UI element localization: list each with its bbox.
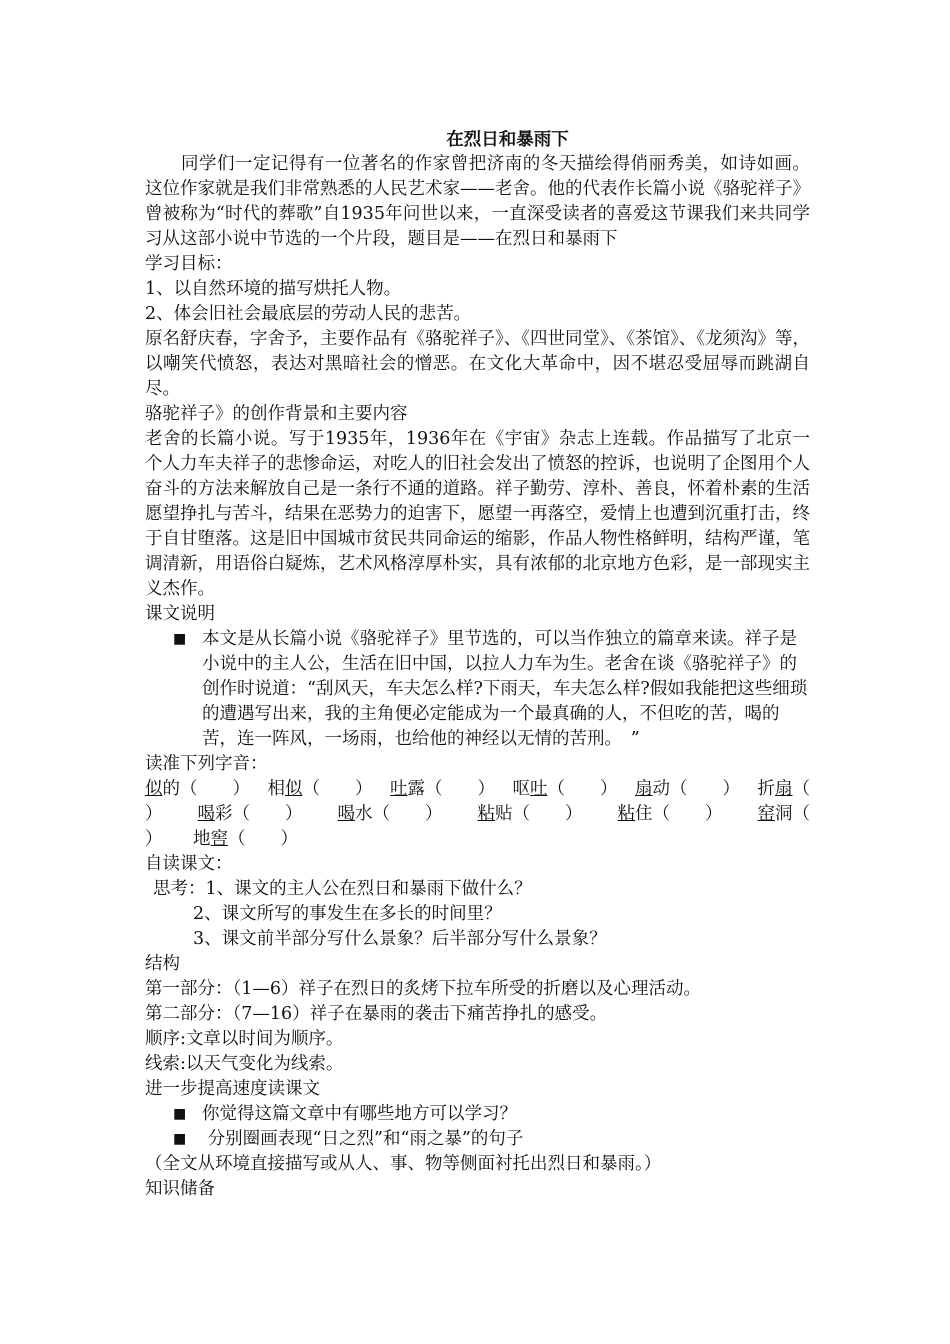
structure-order: 顺序:文章以时间为顺序。 <box>145 1029 344 1049</box>
structure-part-2: 第二部分：（7—16）祥子在暴雨的袭击下痛苦挣扎的感受。 <box>145 1004 608 1024</box>
structure-clue: 线索:以天气变化为线索。 <box>145 1054 344 1074</box>
further-bullet-2 <box>145 1127 810 1152</box>
pron-item: 粘贴（ ） <box>477 804 583 824</box>
pronunciation-row-3 <box>145 827 810 852</box>
bullet-square-icon: ■ <box>173 631 187 647</box>
goals-heading: 学习目标： <box>145 254 233 274</box>
further-text-2: 分别圈画表现“日之烈”和“雨之暴”的句子 <box>202 1129 524 1149</box>
question-1: 思考：1、课文的主人公在烈日和暴雨下做什么？ <box>153 879 532 899</box>
pron-item: 相似（ ） <box>267 779 373 799</box>
pron-item: 吐露（ ） <box>390 779 495 799</box>
goal-item: 1、以自然环境的描写烘托人物。 <box>145 279 402 299</box>
pronunciation-row-1 <box>145 777 810 802</box>
goal-item: 2、体会旧社会最底层的劳动人民的悲苦。 <box>145 304 472 324</box>
further-heading: 进一步提高速度读课文 <box>145 1079 320 1099</box>
pron-item: 折扇（ <box>757 779 810 799</box>
pron-item: ） <box>145 804 163 824</box>
document-title: 在烈日和暴雨下 <box>446 130 569 150</box>
explanation-text: 本文是从长篇小说《骆驼祥子》里节选的，可以当作独立的篇章来读。祥子是小说中的主人公，生活在旧中国，以拉人力车为生。老舍在谈《骆驼祥子》的创作时说道：“刮风天，车夫怎么样?下雨天，车夫怎么样?假如我能把这些细琐的遭遇写出来，我的主角便必定能成为一个最真确的人，不但吃的苦，喝的苦，连一阵风，一场雨，也给他的神经以无情的苦刑。 ” <box>202 629 808 749</box>
bullet-square-icon: ■ <box>173 1131 187 1147</box>
pron-item: 地窖（ ） <box>193 829 298 849</box>
further-text-1: 你觉得这篇文章中有哪些地方可以学习？ <box>202 1104 517 1124</box>
pronunciation-heading: 读准下列字音： <box>145 754 268 774</box>
pron-item: 喝彩（ ） <box>197 804 303 824</box>
background-paragraph: 老舍的长篇小说。写于1935年，1936年在《宇宙》杂志上连载。作品描写了北京一个人力车夫祥子的悲惨命运，对吃人的旧社会发出了愤怒的控诉，也说明了企图用个人奋斗的方法来解放自己是一条行不通的道路。祥子勤劳、淳朴、善良，怀着朴素的生活愿望挣扎与苦斗，结果在恶势力的迫害下，愿望一再落空，爱情上也遭到沉重打击，终于自甘堕落。这是旧中国城市贫民共同命运的缩影，作品人物性格鲜明，结构严谨，笔调清新，用语俗白疑炼，艺术风格淳厚朴实，具有浓郁的北京地方色彩，是一部现实主义杰作。 <box>145 429 810 599</box>
explanation-bullet <box>145 627 810 752</box>
author-paragraph: 原名舒庆春，字舍予，主要作品有《骆驼祥子》、《四世同堂》、《茶馆》、《龙须沟》等，以嘲笑代愤怒，表达对黑暗社会的憎恶。在文化大革命中，因不堪忍受屈辱而跳湖自尽。 <box>145 329 810 399</box>
question-2: 2、课文所写的事发生在多长的时间里？ <box>193 904 502 924</box>
pron-item: 呕吐（ ） <box>512 779 618 799</box>
pron-item: 喝水（ ） <box>337 804 443 824</box>
further-note: （全文从环境直接描写或从人、事、物等侧面衬托出烈日和暴雨。） <box>145 1154 662 1174</box>
bullet-square-icon: ■ <box>173 1106 187 1122</box>
intro-paragraph: 同学们一定记得有一位著名的作家曾把济南的冬天描绘得俏丽秀美，如诗如画。这位作家就是我们非常熟悉的人民艺术家——老舍。他的代表作长篇小说《骆驼祥子》曾被称为“时代的葬歌”自1935年问世以来，一直深受读者的喜爱这节课我们来共同学习从这部小说中节选的一个片段，题目是——在烈日和暴雨下 <box>145 154 810 249</box>
question-3: 3、课文前半部分写什么景象？后半部分写什么景象？ <box>193 929 607 949</box>
pron-item: 扇动（ ） <box>635 779 740 799</box>
pron-item: 似的（ ） <box>145 779 250 799</box>
further-bullet-1 <box>145 1102 810 1127</box>
pron-item: ） <box>145 829 163 849</box>
explanation-heading: 课文说明 <box>145 604 215 624</box>
pron-item: 窑洞（ <box>757 804 810 824</box>
background-heading: 骆驼祥子》的创作背景和主要内容 <box>145 404 408 424</box>
pronunciation-row-2 <box>145 802 810 827</box>
structure-part-1: 第一部分：（1—6）祥子在烈日的炙烤下拉车所受的折磨以及心理活动。 <box>145 979 702 999</box>
document-content <box>145 128 810 1202</box>
self-read-heading: 自读课文： <box>145 854 233 874</box>
knowledge-heading: 知识储备 <box>145 1179 215 1199</box>
pron-item: 粘住（ ） <box>617 804 723 824</box>
structure-heading: 结构 <box>145 954 180 974</box>
